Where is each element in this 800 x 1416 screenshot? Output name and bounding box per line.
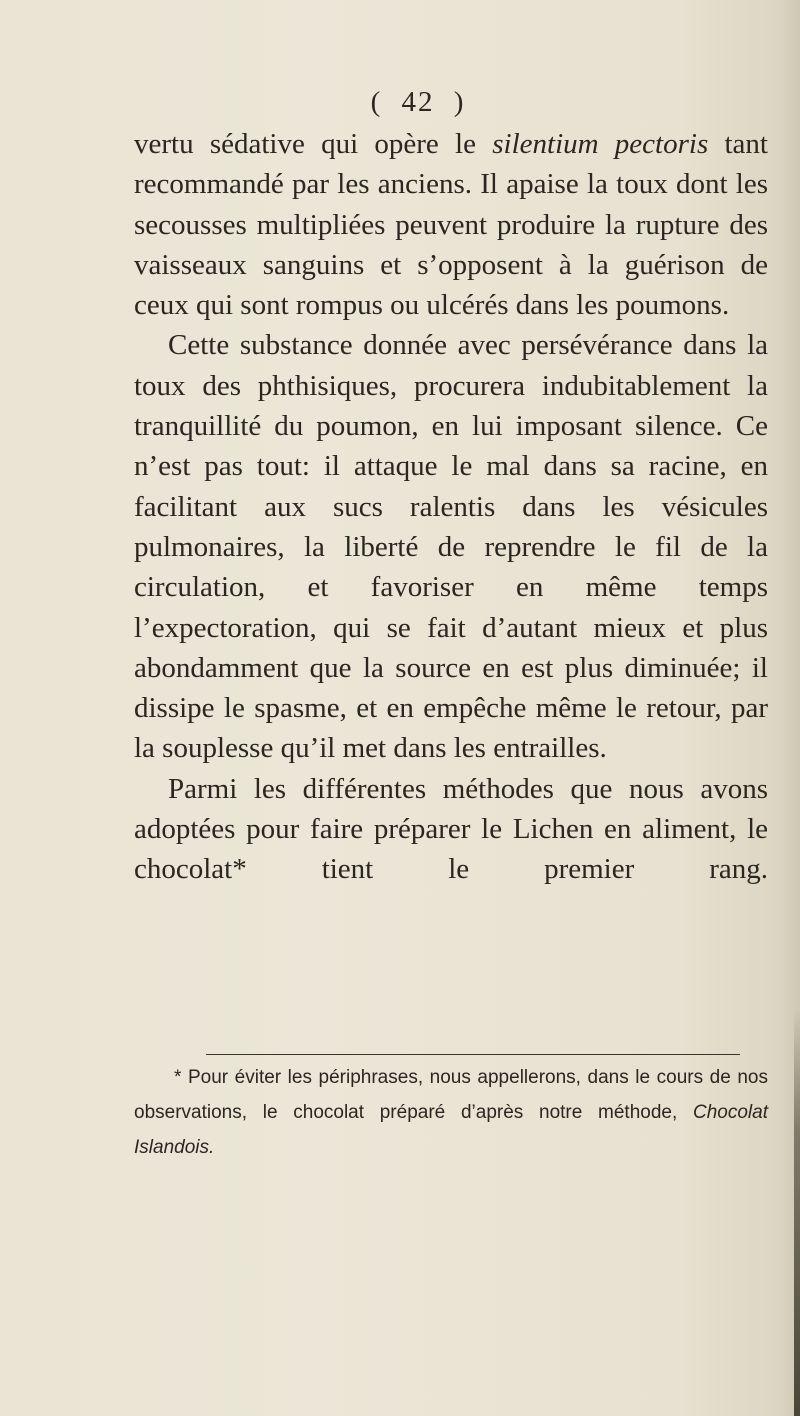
paragraph-1-text-start: vertu sédative qui opère le (134, 128, 493, 160)
footnote (134, 1060, 768, 1165)
paragraph-3: Parmi les différentes méthodes que nous avons adoptées pour faire préparer le Lichen en aliment, le chocolat* tient le premier rang. (134, 772, 768, 886)
body-text (134, 124, 768, 890)
page-number: ( 42 ) (370, 86, 466, 118)
footnote-text: * Pour éviter les périphrases, nous appellerons, dans le cours de nos observations, le chocolat préparé d’après notre méthode, (134, 1067, 768, 1123)
latin-term: silentium pectoris (492, 128, 709, 160)
footnote-italic-term: Chocolat Islandois. (134, 1102, 768, 1158)
page-edge-shadow (794, 1010, 800, 1416)
footnote-separator-rule (206, 1054, 740, 1055)
paragraph-2: Cette substance donnée avec persévérance dans la toux des phthisiques, procurera indubitablement la tranquillité du poumon, en lui imposant silence. Ce n’est pas tout: il attaque le mal dans sa racine, en facilitant aux sucs ralentis dans les vésicules pulmonaires, la liberté de reprendre le fil de la circulation, et favoriser en même temps l’expectoration, qui se fait d’autant mieux et plus abondamment que la source en est plus diminuée; il dissipe le spasme, et en empêche même le retour, par la souplesse qu’il met dans les entrailles. (134, 329, 768, 765)
paragraph-1-text-end: tant recommandé par les anciens. Il apaise la toux dont les secousses multipliées peuvent produire la rupture des vaisseaux sanguins et s’opposent à la guérison de ceux qui sont rompus ou ulcérés dans les poumons. (134, 128, 768, 322)
paragraph-1 (134, 124, 768, 325)
